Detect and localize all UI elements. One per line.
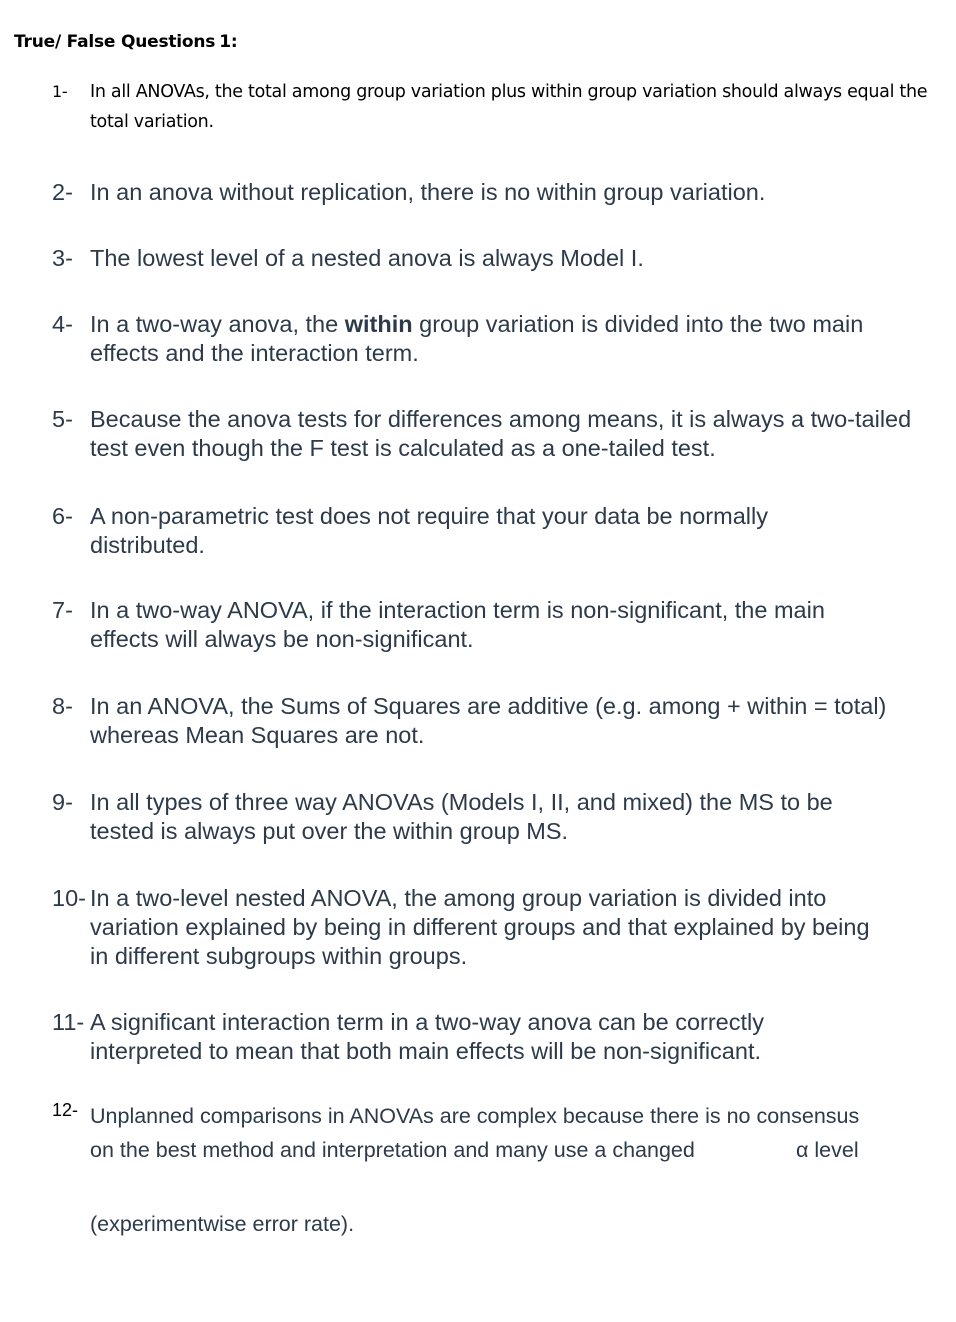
question-text: In a two-way ANOVA, if the interaction term is non-significant, the main effects will always be non-significant. bbox=[90, 597, 825, 652]
title-text: True/ False Questions bbox=[14, 32, 216, 52]
question-number: 12- bbox=[52, 1100, 79, 1120]
question-number: 6- bbox=[52, 503, 73, 529]
question-text: In a two-level nested ANOVA, the among group variation is divided into variation explained by being in different groups and that explained by being in different subgroups within groups. bbox=[90, 885, 870, 969]
question-number: 3- bbox=[52, 245, 73, 271]
title-number: 1: bbox=[219, 32, 238, 52]
question-number: 1- bbox=[52, 82, 68, 101]
question-text-after: group variation is divided into the two main effects and the interaction term. bbox=[90, 311, 864, 366]
question-text bbox=[90, 310, 930, 368]
question-text: Because the anova tests for differences among means, it is always a two-tailed test even though the F test is calculated as a one-tailed test. bbox=[90, 406, 912, 461]
question-text-line-1: Unplanned comparisons in ANOVAs are complex because there is no consensus bbox=[90, 1104, 860, 1128]
question-text: In all ANOVAs, the total among group variation plus within group variation should always equal the total variation. bbox=[90, 82, 928, 132]
question-number: 5- bbox=[52, 406, 73, 432]
question-number: 4- bbox=[52, 311, 73, 337]
page-title bbox=[14, 32, 237, 52]
question-number: 9- bbox=[52, 789, 73, 815]
question-text: The lowest level of a nested anova is always Model I. bbox=[90, 245, 644, 271]
question-text-bold: within bbox=[344, 311, 413, 337]
question-text: In an ANOVA, the Sums of Squares are additive (e.g. among + within = total) whereas Mean Squares are not. bbox=[90, 693, 887, 748]
question-number: 8- bbox=[52, 693, 73, 719]
question-number: 7- bbox=[52, 597, 73, 623]
question-text-line-3: (experimentwise error rate). bbox=[90, 1212, 355, 1236]
question-text: In an anova without replication, there is no within group variation. bbox=[90, 179, 766, 205]
question-number: 11- bbox=[52, 1009, 85, 1035]
question-text: A non-parametric test does not require that your data be normally distributed. bbox=[90, 503, 768, 558]
question-text: In all types of three way ANOVAs (Models I, II, and mixed) the MS to be tested is always put over the within group MS. bbox=[90, 789, 833, 844]
question-text: A significant interaction term in a two-way anova can be correctly interpreted to mean that both main effects will be non-significant. bbox=[90, 1009, 764, 1064]
question-number: 10- bbox=[52, 885, 86, 911]
alpha-level-text: α level bbox=[796, 1138, 859, 1162]
question-text-before: In a two-way anova, the bbox=[90, 311, 345, 337]
question-text-line-2: on the best method and interpretation and many use a changed bbox=[90, 1138, 695, 1162]
question-number: 2- bbox=[52, 179, 73, 205]
